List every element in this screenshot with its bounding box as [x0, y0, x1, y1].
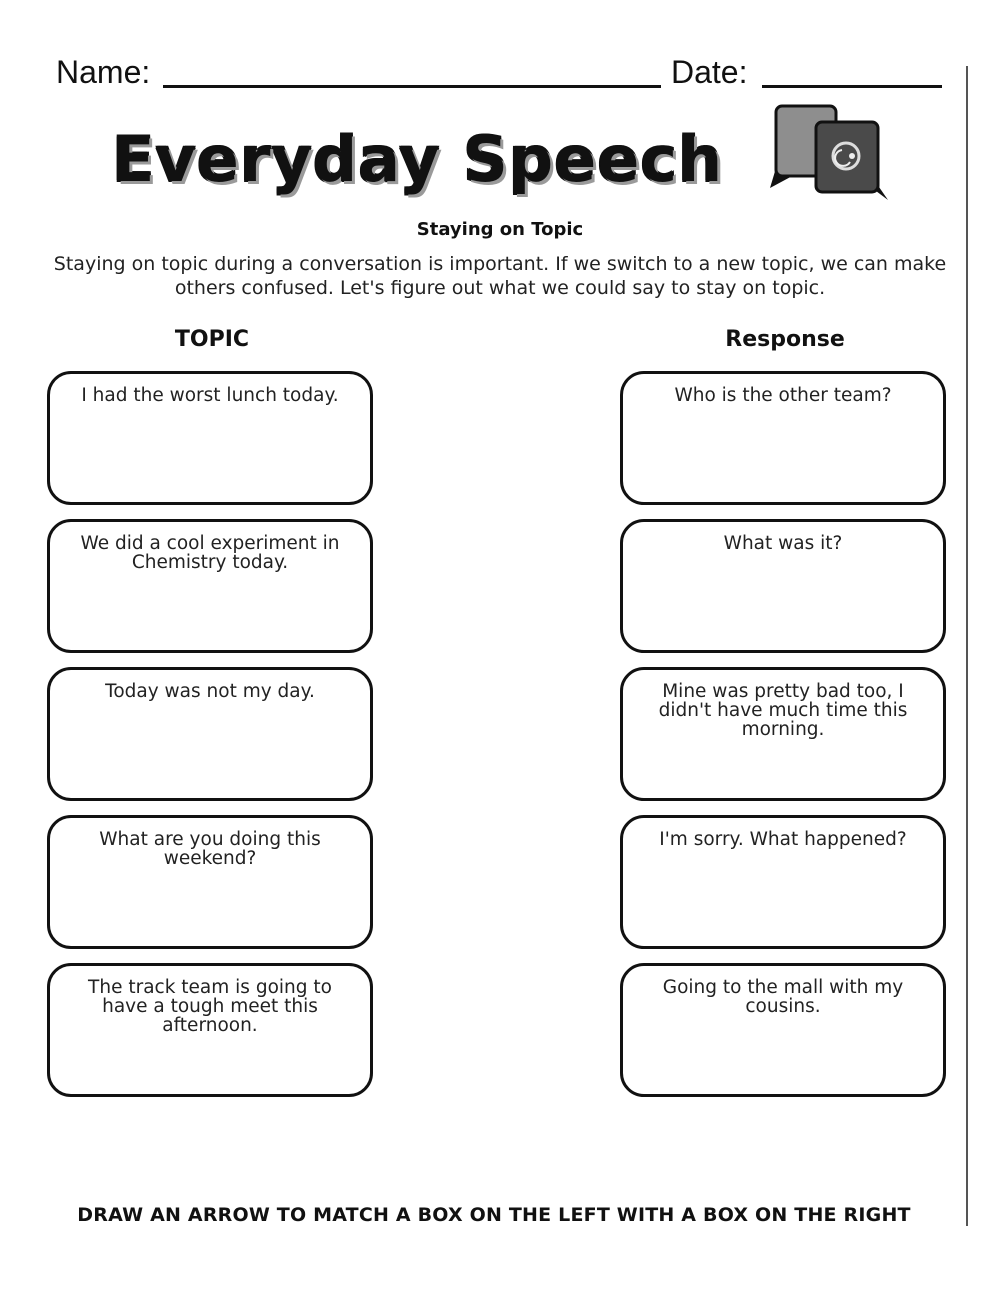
topic-column-heading: TOPIC	[174, 327, 250, 352]
name-line[interactable]	[163, 85, 661, 88]
response-box-3[interactable]	[620, 667, 946, 801]
date-label: Date:	[671, 54, 748, 90]
name-label: Name:	[56, 54, 151, 90]
response-box-5[interactable]	[620, 963, 946, 1097]
response-box-1[interactable]	[620, 371, 946, 505]
speech-bubbles-icon	[766, 104, 892, 204]
response-box-2[interactable]	[620, 519, 946, 653]
topic-box-4[interactable]	[47, 815, 373, 949]
topic-text: What are you doing this weekend?	[99, 829, 321, 869]
response-text: I'm sorry. What happened?	[659, 829, 907, 850]
response-text: Mine was pretty bad too, I didn't have much time this morning.	[658, 681, 908, 740]
worksheet-title: Everyday Speech	[112, 123, 724, 196]
topic-text: The track team is going to have a tough meet this afternoon.	[88, 977, 332, 1036]
topic-text: We did a cool experiment in Chemistry today.	[80, 533, 340, 573]
instructions: DRAW AN ARROW TO MATCH A BOX ON THE LEFT WITH A BOX ON THE RIGHT	[77, 1204, 911, 1226]
topic-box-5[interactable]	[47, 963, 373, 1097]
response-box-4[interactable]	[620, 815, 946, 949]
topic-text: Today was not my day.	[105, 681, 315, 702]
topic-box-3[interactable]	[47, 667, 373, 801]
topic-text: I had the worst lunch today.	[81, 385, 339, 406]
response-text: What was it?	[723, 533, 843, 554]
topic-box-1[interactable]	[47, 371, 373, 505]
response-text: Going to the mall with my cousins.	[662, 977, 904, 1017]
response-text: Who is the other team?	[674, 385, 892, 406]
date-line[interactable]	[762, 85, 942, 88]
subtitle: Staying on Topic	[416, 219, 584, 240]
response-column-heading: Response	[725, 327, 845, 352]
intro-text: Staying on topic during a conversation is important. If we switch to a new topic, we can make others confused. Let's figure out what we could say to stay on topic.	[53, 253, 947, 299]
topic-box-2[interactable]	[47, 519, 373, 653]
